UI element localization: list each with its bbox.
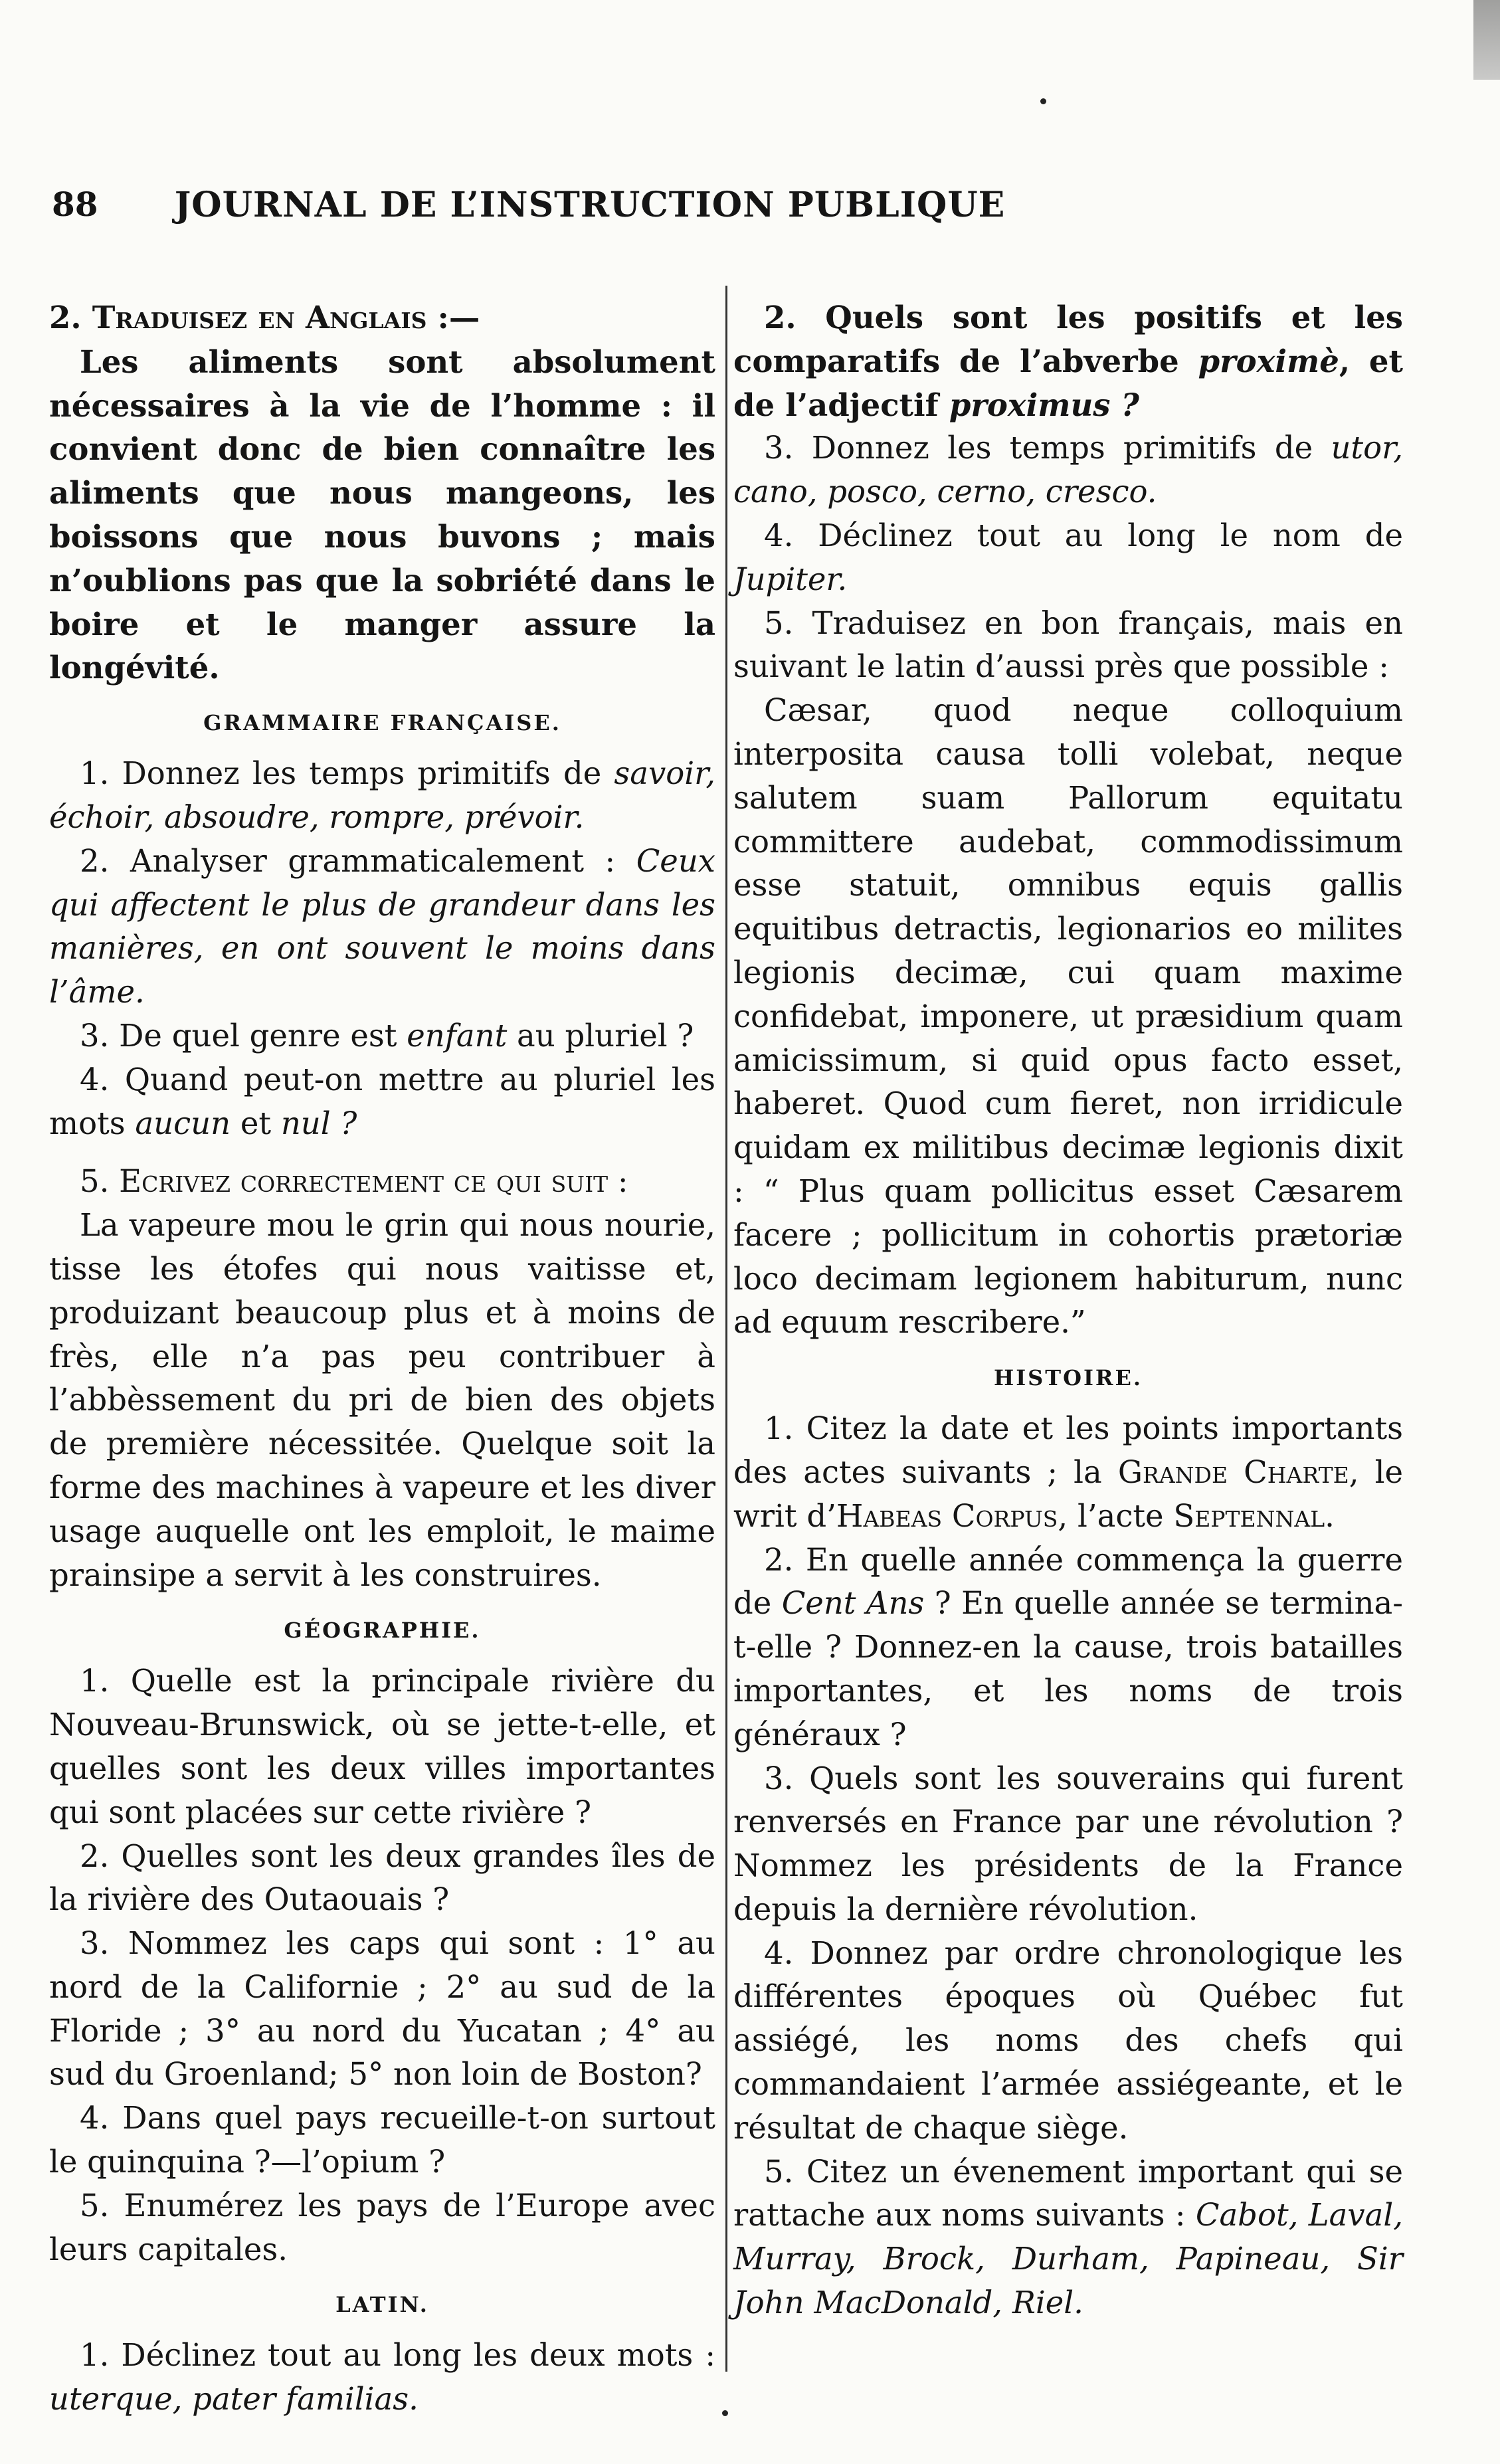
question-italic: Cabot, Laval, Murray, Brock, Durham, Papineau, Sir John MacDonald, Riel.: [733, 2197, 1403, 2321]
grammar-question-1: [49, 752, 715, 840]
history-question-1: [733, 1407, 1403, 1538]
history-question-4: 4. Donnez par ordre chronologique les différentes époques où Québec fut assiégé, les noms des chefs qui commandaient l’armée assiégeante, et le résultat de chaque siège.: [733, 1935, 1403, 2146]
question-italic: aucun: [135, 1105, 231, 1141]
question-text: 5. Citez un évenement important qui se rattache aux noms suivants :: [733, 2153, 1403, 2233]
question-text: 4. Quand peut-on mettre au pluriel les mots: [49, 1061, 715, 1141]
history-question-3: 3. Quels sont les souverains qui furent renversés en France par une révolution ? Nommez les présidents de la France depuis la dernière révolution.: [733, 1760, 1403, 1927]
question-italic: Cent Ans: [781, 1585, 925, 1622]
latin-heading: LATIN.: [335, 2292, 429, 2318]
geography-question-2: 2. Quelles sont les deux grandes îles de la rivière des Outaouais ?: [49, 1838, 715, 1918]
question-text: ? En quelle année se termina-t-elle ? Donnez-en la cause, trois batailles importantes, et les noms de trois généraux ?: [733, 1585, 1403, 1753]
question-text: , l’acte: [1058, 1497, 1174, 1534]
left-column: [49, 296, 715, 2421]
question-smallcaps: Grande Charte: [1117, 1454, 1349, 1490]
question-smallcaps: Ecrivez correctement ce qui suit: [119, 1163, 609, 1200]
question-text: .: [1325, 1497, 1335, 1534]
translation-heading: [49, 296, 715, 340]
question-italic: Jupiter.: [733, 561, 848, 597]
question-text: 4. Déclinez tout au long le nom de: [764, 517, 1403, 553]
grammar-question-3: [49, 1014, 715, 1058]
page-edge-shadow: [1473, 0, 1500, 80]
question-text: , le writ d’: [733, 1454, 1403, 1534]
question-text: et: [231, 1105, 281, 1141]
dictation-passage: La vapeure mou le grin qui nous nourie, tisse les étofes qui nous vaitisse et, produizant beaucoup plus et à moins de frès, elle n’a pas peu contribuer à l’abbèssement du pri de bien des objets de première nécessitée. Quelque soit la forme des machines à vapeure et les diver usage auquelle ont les emploit, le maime prainsipe a servit à les construires.: [49, 1207, 715, 1593]
geography-question-3: 3. Nommez les caps qui sont : 1° au nord de la Californie ; 2° au sud de la Floride ; 3° au nord du Yucatan ; 4° au sud du Groenland; 5° non loin de Boston?: [49, 1925, 715, 2093]
geography-question-4: 4. Dans quel pays recueille-t-on surtout le quinquina ?—l’opium ?: [49, 2100, 715, 2180]
latin-passage: Cæsar, quod neque colloquium interposita causa tolli volebat, neque salutem suam Pallorum equitatu committere audebat, commodissimum esse statuit, omnibus equis gallis equitibus detractis, legionarios eo milites legionis decimæ, cui quam maxime confidebat, imponere, ut præsidium quam amicissimum, si quid opus facto esset, haberet. Quod cum fieret, non irridicule quidam ex militibus decimæ legionis dixit : “ Plus quam pollicitus esset Cæsarem facere ; pollicitum in cohortis prætoriæ loco decimam legionem habiturum, nunc ad equum rescribere.”: [733, 692, 1403, 1341]
question-text: :: [608, 1163, 628, 1200]
journal-title: JOURNAL DE L’INSTRUCTION PUBLIQUE: [174, 185, 1006, 225]
history-heading: HISTOIRE.: [993, 1365, 1143, 1391]
question-text: 3. Donnez les temps primitifs de: [764, 430, 1331, 466]
latin-question-3: [733, 426, 1403, 514]
question-text: 5.: [80, 1163, 120, 1200]
question-italic: proximè: [1198, 342, 1339, 379]
question-italic: utor, cano, posco, cerno, cresco.: [733, 430, 1403, 510]
question-smallcaps: Habeas Corpus: [836, 1497, 1058, 1534]
geography-question-5: 5. Enumérez les pays de l’Europe avec leurs capitales.: [49, 2187, 715, 2267]
section-dash: :—: [426, 299, 480, 335]
question-italic: enfant: [407, 1017, 508, 1054]
question-italic: Ceux qui affectent le plus de grandeur dans les manières, en ont souvent le moins dans l’âme.: [49, 842, 715, 1010]
grammar-heading: GRAMMAIRE FRANÇAISE.: [203, 710, 561, 736]
question-text: au pluriel ?: [507, 1017, 694, 1054]
right-column: [733, 296, 1403, 2325]
print-speck: [722, 2410, 728, 2416]
question-text: , et de l’adjectif: [733, 342, 1403, 423]
section-number: 2.: [49, 299, 92, 335]
question-italic: uterque, pater familias.: [49, 2381, 419, 2417]
question-smallcaps: Septennal: [1173, 1497, 1325, 1534]
question-italic: proximus ?: [949, 386, 1139, 423]
question-text: 1. Donnez les temps primitifs de: [80, 755, 614, 792]
question-text: 3. De quel genre est: [80, 1017, 407, 1054]
latin-question-2: [733, 296, 1403, 426]
section-title: Traduisez en Anglais: [92, 299, 427, 335]
question-text: 2. Quels sont les positifs et les comparatifs de l’abverbe: [733, 299, 1403, 379]
question-italic: nul ?: [280, 1105, 357, 1141]
column-divider: [725, 286, 727, 2372]
print-speck: [1040, 98, 1046, 104]
geography-heading: GÉOGRAPHIE.: [284, 1618, 481, 1644]
question-text: 2. En quelle année commença la guerre de: [733, 1541, 1403, 1622]
history-question-5: [733, 2150, 1403, 2325]
history-question-2: [733, 1539, 1403, 1757]
question-italic: savoir, échoir, absoudre, rompre, prévoir.: [49, 755, 715, 835]
latin-question-1: [49, 2334, 715, 2421]
latin-question-4: [733, 514, 1403, 602]
translation-passage: Les aliments sont absolument nécessaires à la vie de l’homme : il convient donc de bien connaître les aliments que nous mangeons, les boissons que nous buvons ; mais n’oublions pas que la sobriété dans le boire et le manger assure la longévité.: [49, 343, 715, 686]
grammar-question-4: [49, 1058, 715, 1146]
grammar-question-2: [49, 840, 715, 1014]
question-text: 1. Déclinez tout au long les deux mots :: [80, 2337, 715, 2374]
grammar-question-5: [49, 1160, 715, 1204]
geography-question-1: 1. Quelle est la principale rivière du Nouveau-Brunswick, où se jette-t-elle, et quelles sont les deux villes importantes qui sont placées sur cette rivière ?: [49, 1663, 715, 1830]
page-number: 88: [52, 185, 98, 224]
question-text: 1. Citez la date et les points importants des actes suivants ; la: [733, 1410, 1403, 1490]
page-header: [52, 185, 1128, 238]
question-text: 2. Analyser grammaticalement :: [80, 842, 636, 879]
latin-question-5: 5. Traduisez en bon français, mais en suivant le latin d’aussi près que possible :: [733, 605, 1403, 685]
